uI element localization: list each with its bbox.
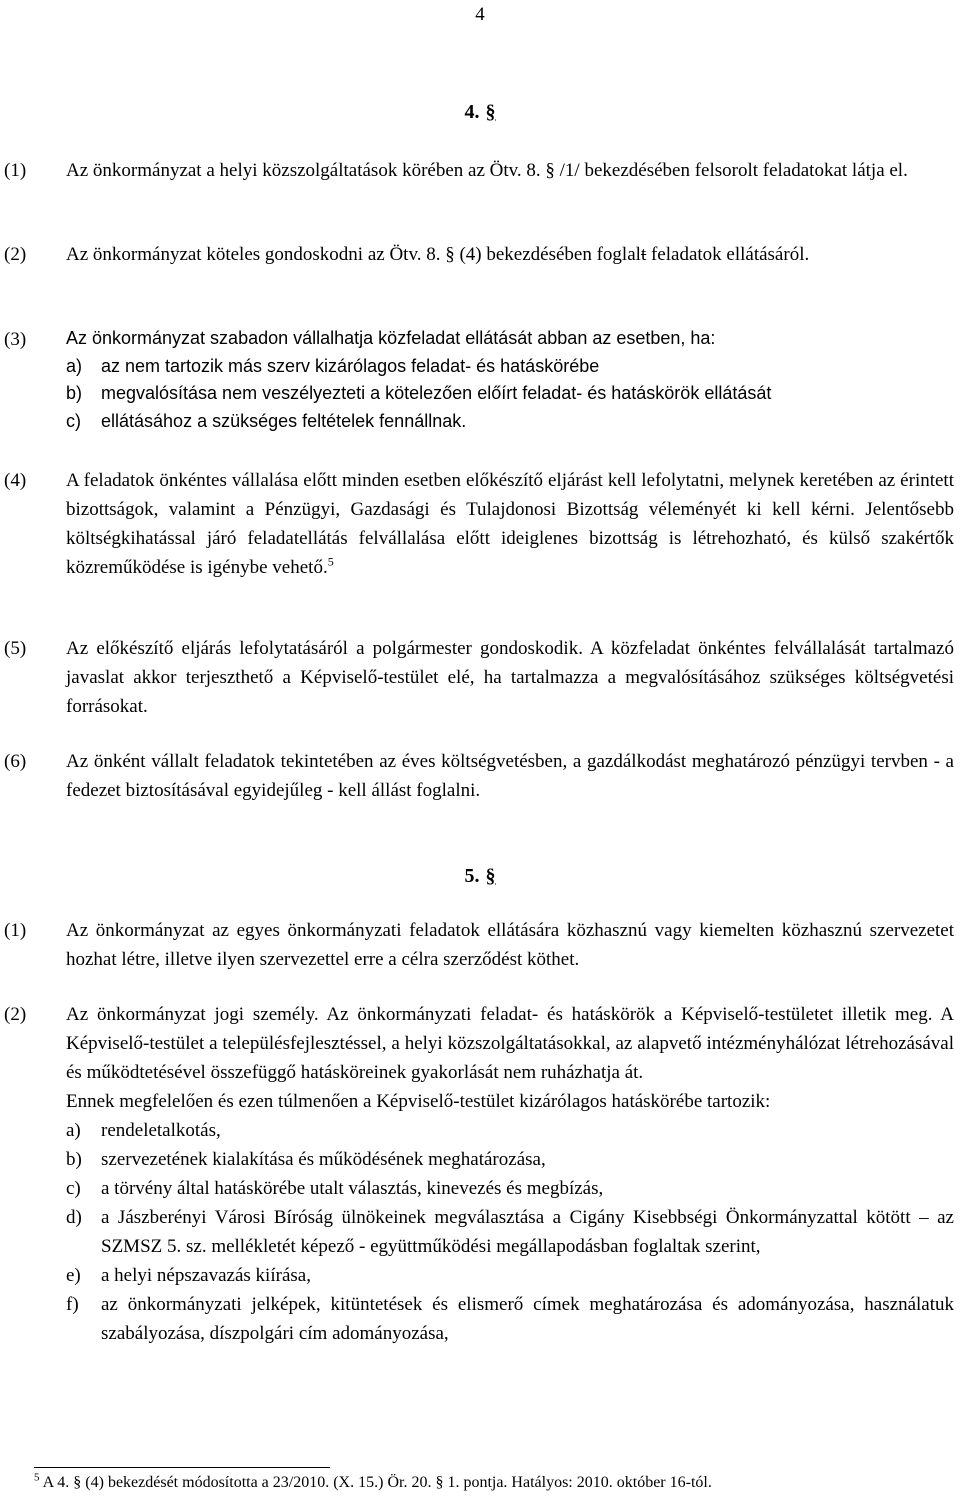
- paragraph-number: (1): [4, 160, 27, 181]
- section-number: 4.: [464, 101, 480, 123]
- paragraph-number: (2): [4, 244, 27, 265]
- page-number: 4: [475, 4, 485, 25]
- sec4-paragraph-4: [4, 466, 954, 582]
- footnote-divider: [34, 1467, 330, 1468]
- paragraph-text: Az önkormányzat köteles gondoskodni az Ötv. 8. § (4) bekezdésében foglalt feladatok ellátásáról.: [66, 244, 810, 265]
- paragraph-number: (6): [4, 751, 27, 772]
- paragraph-intro: Az önkormányzat szabadon vállalhatja közfeladat ellátását abban az esetben, ha:: [66, 328, 716, 348]
- paragraph-text: Az önkormányzat az egyes önkormányzati feladatok ellátására közhasznú vagy kiemelten közhasznú szervezetet hozhat létre, illetve ilyen szervezettel erre a célra szerződést köthet.: [66, 920, 954, 970]
- footnote-number: 5: [34, 1471, 40, 1484]
- paragraph-text-continued: Ennek megfelelően és ezen túlmenően a Képviselő-testület kizárólagos hatáskörébe tartozik:: [66, 1091, 771, 1112]
- paragraph-text: Az önkormányzat jogi személy. Az önkormányzati feladat- és hatáskörök a Képviselő-testületet illetik meg. A Képviselő-testület a településfejlesztéssel, a helyi közszolgáltatásokkal, az alapvető intézményhálózat létrehozásával és működtetésével összefüggő hatásköreinek gyakorlását nem ruházhatja át.: [66, 1004, 954, 1083]
- list-item: a) az nem tartozik más szerv kizárólagos feladat- és hatáskörébe: [66, 355, 600, 376]
- paragraph-sign: §: [485, 865, 496, 887]
- sec4-paragraph-3: [4, 325, 954, 435]
- struck-letter: t: [640, 244, 647, 265]
- list-item: b) megvalósítása nem veszélyezteti a kötelezően előírt feladat- és hatáskörök ellátását: [66, 383, 772, 403]
- sec4-paragraph-6: [4, 747, 954, 805]
- sec4-paragraph-1: [4, 156, 954, 185]
- paragraph-text: A feladatok önkéntes vállalása előtt minden esetben előkészítő eljárást kell lefolytatni, melynek keretében az érintett bizottságok, valamint a Pénzügyi, Gazdasági és Tulajdonosi Bizottság véleményét ki kell kérni. Jelentősebb költségkihatással járó feladatellátás felvállalása előtt ideiglenes bizottság is létrehozható, és külső szakértők közreműködése is igénybe vehető.$^5$: [66, 470, 954, 578]
- sec5-paragraph-2: [4, 1000, 954, 1348]
- section-number: 5.: [464, 865, 480, 887]
- sec5-paragraph-1: [4, 916, 954, 974]
- sec4-paragraph-2: [4, 240, 954, 269]
- paragraph-number: (1): [4, 920, 27, 941]
- paragraph-number: (4): [4, 470, 27, 491]
- paragraph-text: Az előkészítő eljárás lefolytatásáról a polgármester gondoskodik. A közfeladat önkéntes felvállalását tartalmazó javaslat akkor terjeszthető a Képviselő-testület elé, ha tartalmazza a megvalósításához szükséges költségvetési forrásokat.: [66, 638, 954, 717]
- paragraph-number: (3): [4, 329, 27, 350]
- sec4-paragraph-5: [4, 634, 954, 721]
- condition-list: [66, 353, 954, 436]
- paragraph-text: Az önkormányzat a helyi közszolgáltatások körében az Ötv. 8. § /1/ bekezdésében felsorolt feladatokat látja el.: [66, 160, 908, 181]
- paragraph-number: (2): [4, 1004, 27, 1025]
- list-item: d) a Jászberényi Városi Bíróság ülnökeinek megválasztása a Cigány Kisebbségi Önkormányzattal kötött – az SZMSZ 5. sz. mellékletét képező - együttműködési megállapodásban foglaltak szerint,: [66, 1207, 954, 1257]
- footnote-text: A 4. § (4) bekezdését módosította a 23/2010. (X. 15.) Ör. 20. § 1. pontja. Hatályos: 2010. október 16-tól.: [39, 1474, 712, 1491]
- list-item: a) rendeletalkotás,: [66, 1120, 221, 1141]
- list-item: c) ellátásához a szükséges feltételek fennállnak.: [66, 410, 467, 431]
- list-item: b) szervezetének kialakítása és működésének meghatározása,: [66, 1149, 546, 1170]
- paragraph-sign: §: [485, 101, 496, 123]
- list-item: e) a helyi népszavazás kiírása,: [66, 1265, 311, 1286]
- footnote-reference[interactable]: 5: [327, 554, 334, 569]
- list-item: f) az önkormányzati jelképek, kitüntetések és elismerő címek meghatározása és adományozása, használatuk szabályozása, díszpolgári cím adományozása,: [66, 1294, 954, 1344]
- paragraph-text: Az önként vállalt feladatok tekintetében az éves költségvetésben, a gazdálkodást meghatározó pénzügyi tervben - a fedezet biztosításával egyidejűleg - kell állást foglalni.: [66, 751, 954, 801]
- section-5-heading: [0, 862, 960, 891]
- section-4-heading: [0, 98, 960, 127]
- list-item: c) a törvény által hatáskörébe utalt választás, kinevezés és megbízás,: [66, 1178, 604, 1199]
- paragraph-number: (5): [4, 638, 27, 659]
- competence-list: [66, 1116, 954, 1348]
- footnote: [34, 1472, 712, 1494]
